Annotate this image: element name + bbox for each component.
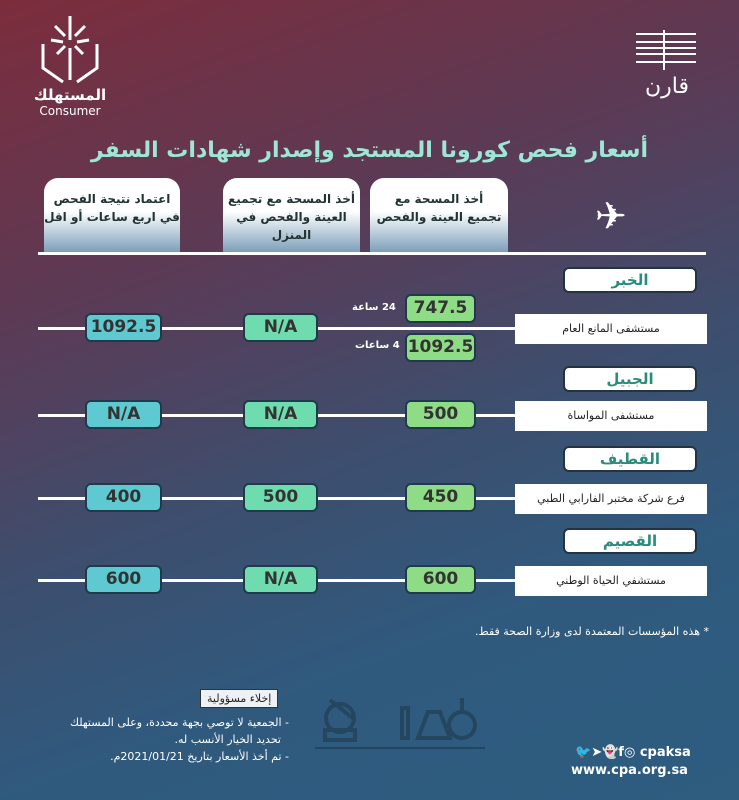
hospital-name: فرع شركة مختبر الفارابي الطبي <box>515 484 707 514</box>
social-links <box>575 745 691 760</box>
column-header-home-test <box>223 178 360 252</box>
consumer-logo-icon <box>35 14 105 86</box>
column-header-line: في اربع ساعات أو اقل <box>44 210 180 224</box>
duration-label: 24 ساعة <box>352 302 396 313</box>
column-header-line: أخذ المسحة مع تجميع <box>228 192 355 206</box>
facebook-icon[interactable]: f <box>618 745 624 760</box>
qaren-logo <box>632 30 702 99</box>
airplane-icon: ✈ <box>595 194 627 238</box>
header-divider <box>38 252 706 255</box>
price-home: N/A <box>243 565 318 594</box>
column-header-line: أخذ المسحة مع <box>394 192 484 206</box>
website-link[interactable]: www.cpa.org.sa <box>571 763 688 778</box>
price-4hr: 400 <box>85 483 162 512</box>
price-swab: 600 <box>405 565 476 594</box>
footnote: * هذه المؤسسات المعتمدة لدى وزارة الصحة فقط. <box>475 625 709 638</box>
price-swab: 500 <box>405 400 476 429</box>
hospital-name: مستشفى المانع العام <box>515 314 707 344</box>
qaren-logo-icon <box>632 30 698 70</box>
hospital-name: مستشفى المواساة <box>515 401 707 431</box>
city-label: الخبر <box>563 267 697 293</box>
disclaimer-title: إخلاء مسؤولية <box>200 689 278 708</box>
page-title: أسعار فحص كورونا المستجد وإصدار شهادات السفر <box>90 138 649 163</box>
consumer-logo-en: Consumer <box>39 104 101 118</box>
price-home: N/A <box>243 313 318 342</box>
lab-equipment-icon <box>300 690 485 750</box>
snapchat-icon[interactable]: 👻 <box>602 745 619 760</box>
instagram-icon[interactable]: ◎ <box>623 745 636 760</box>
disclaimer-text <box>9 714 289 765</box>
duration-label: 4 ساعات <box>355 340 400 351</box>
price-4hr: N/A <box>85 400 162 429</box>
disclaimer-line: - الجمعية لا توصي بجهة محددة، وعلى المستهلك <box>69 716 289 729</box>
price-4hr: 1092.5 <box>85 313 162 342</box>
consumer-logo <box>30 14 110 118</box>
disclaimer-line: - تم أخذ الأسعار بتاريخ 2021/01/21م. <box>110 750 289 763</box>
disclaimer-line: تحديد الخيار الأنسب له. <box>174 733 281 746</box>
hospital-name: مستشفي الحياة الوطني <box>515 566 707 596</box>
column-header-swab-test <box>370 178 508 252</box>
telegram-icon[interactable]: ➤ <box>591 745 603 760</box>
city-label: القصيم <box>563 528 697 554</box>
city-label: القطيف <box>563 446 697 472</box>
price-4hr: 600 <box>85 565 162 594</box>
price-home: N/A <box>243 400 318 429</box>
city-label: الجبيل <box>563 366 697 392</box>
column-header-line: العينة والفحص في المنزل <box>236 210 347 242</box>
qaren-logo-text: قارن <box>645 74 689 99</box>
price-swab: 747.5 <box>405 294 476 323</box>
social-handle[interactable]: cpaksa <box>639 745 691 760</box>
consumer-logo-ar: المستهلك <box>33 86 107 104</box>
price-home: 500 <box>243 483 318 512</box>
price-swab-4hr: 1092.5 <box>405 333 476 362</box>
twitter-icon[interactable]: 🐦 <box>575 745 592 760</box>
column-header-4hr-result <box>44 178 180 252</box>
column-header-line: تجميع العينة والفحص <box>376 210 502 224</box>
column-header-line: اعتماد نتيجة الفحص <box>53 192 171 206</box>
price-swab: 450 <box>405 483 476 512</box>
